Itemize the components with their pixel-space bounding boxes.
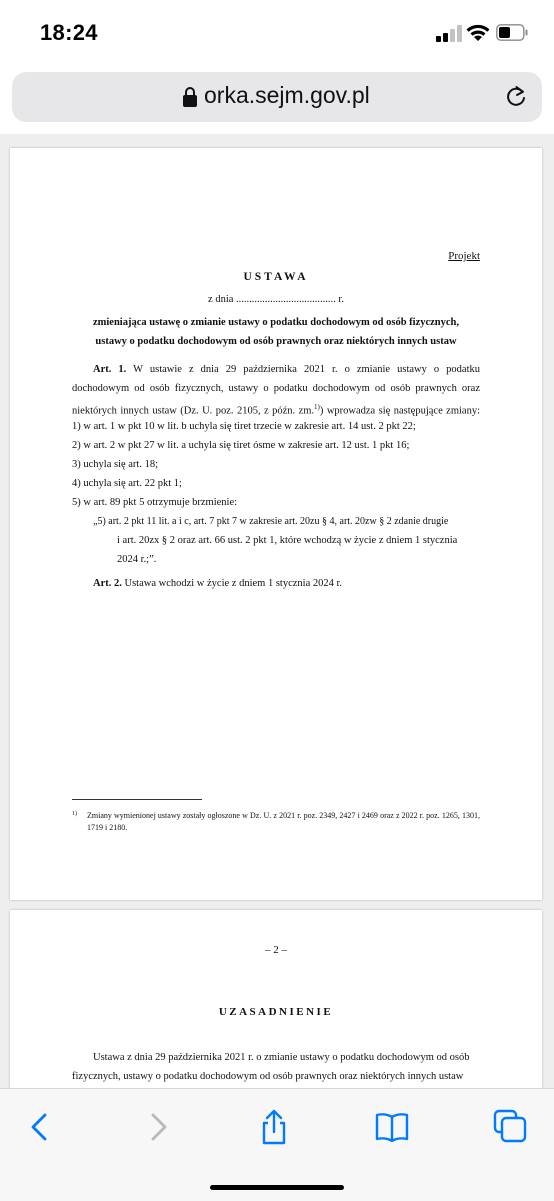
reload-icon[interactable] [504, 84, 528, 110]
document-page-2 [10, 910, 542, 1088]
document-viewer[interactable] [0, 134, 554, 1088]
share-icon[interactable] [254, 1107, 294, 1147]
quote-line-1: „5) art. 2 pkt 11 lit. a i c, art. 7 pkt 7 w zakresie art. 20zu § 4, art. 20zw § 2 zdanie drugie [93, 516, 449, 527]
list-item: 3) uchyla się art. 18; [72, 459, 159, 470]
status-bar [0, 0, 554, 64]
art1-line-3-a: niektórych innych ustaw (Dz. U. poz. 2105, z późn. zm. [72, 405, 315, 417]
justification-line-1: Ustawa z dnia 29 października 2021 r. o zmianie ustawy o podatku dochodowym od osób [93, 1052, 470, 1063]
footnote-mark: 1) [72, 811, 77, 817]
battery-icon [496, 24, 528, 41]
projekt-label: Projekt [448, 250, 480, 262]
art2-text: Ustawa wchodzi w życie z dniem 1 stycznia 2024 r. [121, 578, 343, 589]
address-bar[interactable] [12, 72, 542, 122]
justification-heading: UZASADNIENIE [218, 1006, 334, 1018]
list-item: 1) w art. 1 w pkt 10 w lit. b uchyla się tiret trzecie w zakresie art. 14 ust. 2 pkt 22; [72, 421, 416, 432]
wifi-icon [465, 22, 491, 42]
art1-line-3-b: ) wprowadza się następujące zmiany: [319, 405, 480, 417]
page-number: – 2 – [265, 944, 287, 956]
art1-label: Art. 1. [93, 364, 127, 375]
art1-line-1 [93, 360, 480, 379]
art1-line-2: dochodowym od osób fizycznych, ustawy o podatku dochodowym od osób prawnych oraz [72, 383, 480, 394]
act-subject-line-2: ustawy o podatku dochodowym od osób prawnych oraz niektórych innych ustaw [95, 336, 457, 347]
footnote-ref: 1) [314, 403, 320, 411]
footnote-text: Zmiany wymienionej ustawy zostały ogłoszone w Dz. U. z 2021 r. poz. 2349, 2427 i 2469 oraz z 2022 r. poz. 1265, 1301, 1719 i 2180. [87, 811, 480, 832]
list-item: 4) uchyla się art. 22 pkt 1; [72, 478, 182, 489]
chevron-right-icon[interactable] [139, 1107, 179, 1147]
lock-icon [182, 86, 198, 108]
home-indicator [210, 1185, 344, 1190]
document-page-1 [10, 148, 542, 900]
book-icon[interactable] [372, 1107, 412, 1147]
list-item: 5) w art. 89 pkt 5 otrzymuje brzmienie: [72, 497, 238, 508]
act-subject-line-1: zmieniająca ustawę o zmianie ustawy o podatku dochodowym od osób fizycznych, [92, 317, 460, 328]
status-time: 18:24 [40, 20, 98, 45]
cellular-signal-icon [436, 24, 464, 42]
list-item: 2) w art. 2 w pkt 27 w lit. a uchyla się tiret ósme w zakresie art. 12 ust. 1 pkt 16; [72, 440, 410, 451]
footnote-divider [72, 799, 202, 800]
chevron-left-icon[interactable] [19, 1107, 59, 1147]
quote-line-2: i art. 20zx § 2 oraz art. 66 ust. 2 pkt 1, które wchodzą w życie z dniem 1 stycznia [117, 535, 458, 546]
art1-line-1-text: W ustawie z dnia 29 października 2021 r. o zmianie ustawy o podatku [126, 364, 480, 375]
footnote [72, 810, 480, 834]
bottom-toolbar [0, 1088, 554, 1201]
act-date-line: z dnia ...................................... r. [208, 294, 344, 305]
tabs-icon[interactable] [490, 1107, 530, 1147]
quote-line-3: 2024 r.;”. [117, 554, 157, 565]
act-title: USTAWA [243, 271, 309, 283]
justification-line-2: fizycznych, ustawy o podatku dochodowym od osób prawnych oraz niektórych innych ustaw [72, 1071, 464, 1082]
art2-label: Art. 2. [93, 578, 122, 589]
art2-line [93, 574, 480, 593]
url-text: orka.sejm.gov.pl [204, 82, 370, 108]
